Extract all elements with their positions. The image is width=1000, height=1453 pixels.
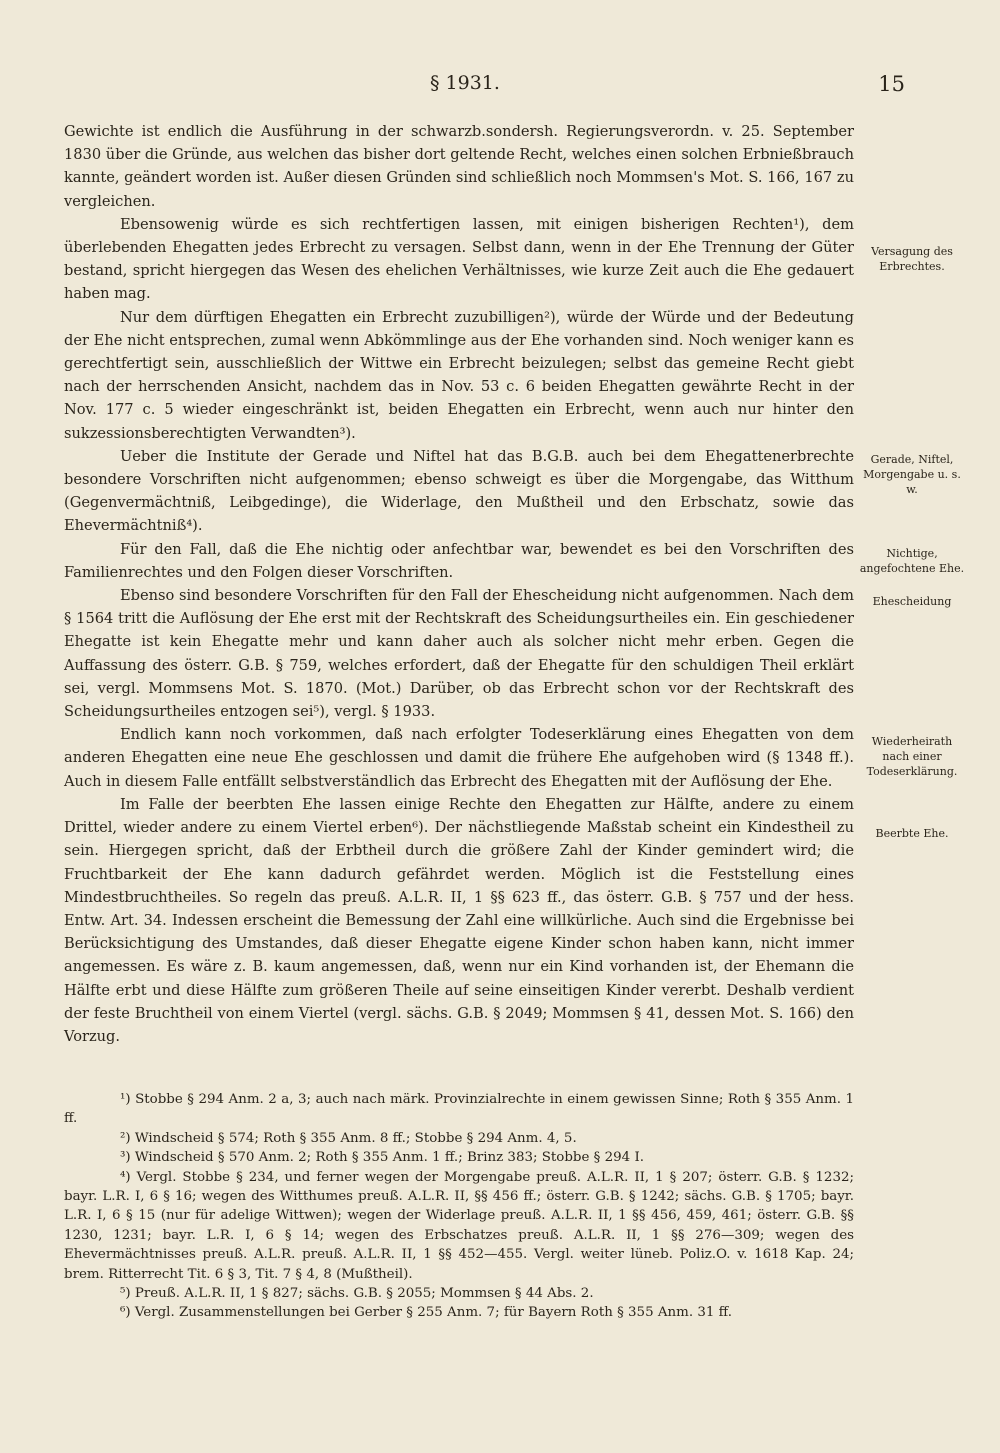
paragraph: Ebenso sind besondere Vorschriften für den Fall der Ehescheidung nicht aufgenommen. Nach dem § 1564 tritt die Auflösung der Ehe erst mit der Rechtskraft des Scheidungsurtheiles ein. Ein geschiedener Ehegatte ist kein Ehegatte mehr und kann daher auch als solcher nicht mehr erben. Gegen die Auffassung des österr. G.B. § 759, welches erfordert, daß der Ehegatte für den schuldigen Theil erklärt sei, vergl. Mommsens Mot. S. 1870. (Mot.) Darüber, ob das Erbrecht schon vor der Rechtskraft des Scheidungsurtheiles entzogen sei⁵), vergl. § 1933. [64,587,854,721]
footnote: ⁵) Preuß. A.L.R. II, 1 § 827; sächs. G.B. § 2055; Mommsen § 44 Abs. 2. [120,1286,594,1302]
margin-note: Nichtige, angefochtene Ehe. [859,547,965,575]
page-header [60,72,905,112]
footnote: ⁴) Vergl. Stobbe § 234, und ferner wegen der Morgengabe preuß. A.L.R. II, 1 § 207; österr. G.B. § 1232; bayr. L.R. I, 6 § 16; wegen des Witthumes preuß. A.L.R. II, §§ 456 ff.; österr. G.B. § 1242; sächs. G.B. § 1705; bayr. L.R. I, 6 § 15 (nur für adelige Wittwen); wegen der Widerlage preuß. A.L.R. II, 1 §§ 456, 459, 461; österr. G.B. §§ 1230, 1231; bayr. L.R. I, 6 § 14; wegen des Erbschatzes preuß. A.L.R. II, 1 §§ 276—309; wegen des Ehevermächtnisses preuß. A.L.R. preuß. A.L.R. II, 1 §§ 452—455. Vergl. weiter lüneb. Poliz.O. v. 1618 Kap. 24; brem. Ritterrecht Tit. 6 § 3, Tit. 7 § 4, 8 (Mußtheil). [64,1169,854,1282]
body-text [64,120,854,1048]
paragraph: Nur dem dürftigen Ehegatten ein Erbrecht zuzubilligen²), würde der Würde und der Bedeutung der Ehe nicht entsprechen, zumal wenn Abkömmlinge aus der Ehe vorhanden sind. Noch weniger kann es gerechtfertigt sein, ausschließlich der Wittwe ein Erbrecht beizulegen; selbst das gemeine Recht giebt nach der herrschenden Ansicht, nachdem das in Nov. 53 c. 6 beiden Ehegatten gewährte Recht in der Nov. 177 c. 5 wieder eingeschränkt ist, beiden Ehegatten ein Erbrecht, wenn auch nur hinter den sukzessionsberechtigten Verwandten³). [64,308,854,442]
margin-note: Beerbte Ehe. [875,827,949,840]
footnote: ¹) Stobbe § 294 Anm. 2 a, 3; auch nach märk. Provinzialrechte in einem gewissen Sinne; Roth § 355 Anm. 1 ff. [64,1092,854,1127]
margin-note: Wiederheirath nach einer Todeserklärung. [866,735,958,778]
section-number: § 1931. [430,72,500,94]
paragraph: Gewichte ist endlich die Ausführung in der schwarzb.sondersh. Regierungsverordn. v. 25. September 1830 über die Gründe, aus welchen das bisher dort geltende Recht, welches einen solchen Erbnießbrauch kannte, geändert worden ist. Außer diesen Gründen sind schließlich noch Mommsen's Mot. S. 166, 167 zu vergleichen. [64,123,854,210]
page-number: 15 [878,72,905,96]
margin-note: Versagung des Erbrechtes. [871,245,953,273]
margin-note: Ehescheidung [872,595,952,608]
footnotes [64,1090,854,1323]
margin-note: Gerade, Niftel, Morgengabe u. s. w. [863,453,961,496]
paragraph: Für den Fall, daß die Ehe nichtig oder anfechtbar war, bewendet es bei den Vorschriften des Familienrechtes und den Folgen dieser Vorschriften. [64,540,854,581]
footnote: ⁶) Vergl. Zusammenstellungen bei Gerber § 255 Anm. 7; für Bayern Roth § 355 Anm. 31 ff. [120,1305,732,1321]
paragraph: Endlich kann noch vorkommen, daß nach erfolgter Todeserklärung eines Ehegatten von dem anderen Ehegatten eine neue Ehe geschlossen und damit die frühere Ehe aufgehoben wird (§ 1348 ff.). Auch in diesem Falle entfällt selbstverständlich das Erbrecht des Ehegatten mit der Auflösung der Ehe. [64,726,854,790]
footnote: ²) Windscheid § 574; Roth § 355 Anm. 8 ff.; Stobbe § 294 Anm. 4, 5. [120,1130,577,1146]
paragraph: Ueber die Institute der Gerade und Niftel hat das B.G.B. auch bei dem Ehegattenerbrechte besondere Vorschriften nicht aufgenommen; ebenso schweigt es über die Morgengabe, das Witthum (Gegenvermächtniß, Leibgedinge), die Widerlage, den Mußtheil und den Erbschatz, sowie das Ehevermächtniß⁴). [64,447,854,535]
paragraph: Im Falle der beerbten Ehe lassen einige Rechte den Ehegatten zur Hälfte, andere zu einem Drittel, wieder andere zu einem Viertel erben⁶). Der nächstliegende Maßstab scheint ein Kindestheil zu sein. Hiergegen spricht, daß der Erbtheil durch die größere Zahl der Kinder gemindert wird; die Fruchtbarkeit der Ehe kann dadurch gefährdet werden. Möglich ist die Feststellung eines Mindestbruchtheiles. So regeln das preuß. A.L.R. II, 1 §§ 623 ff., das österr. G.B. § 757 und der hess. Entw. Art. 34. Indessen erscheint die Bemessung der Zahl eine willkürliche. Auch sind die Ergebnisse bei Berücksichtigung des Umstandes, daß dieser Ehegatte eigene Kinder schon haben kann, nicht immer angemessen. Es wäre z. B. kaum angemessen, daß, wenn nur ein Kind vorhanden ist, der Ehemann die Hälfte erbt und diese Hälfte zum größeren Theile auf seine einseitigen Kinder vererbt. Deshalb verdient der feste Bruchtheil von einem Viertel (vergl. sächs. G.B. § 2049; Mommsen § 41, dessen Mot. S. 166) den Vorzug. [64,795,854,1045]
footnote: ³) Windscheid § 570 Anm. 2; Roth § 355 Anm. 1 ff.; Brinz 383; Stobbe § 294 I. [120,1150,644,1166]
paragraph: Ebensowenig würde es sich rechtfertigen lassen, mit einigen bisherigen Rechten¹), dem überlebenden Ehegatten jedes Erbrecht zu versagen. Selbst dann, wenn in der Ehe Trennung der Güter bestand, spricht hiergegen das Wesen des ehelichen Verhältnisses, wie kurze Zeit auch die Ehe gedauert haben mag. [64,215,854,303]
